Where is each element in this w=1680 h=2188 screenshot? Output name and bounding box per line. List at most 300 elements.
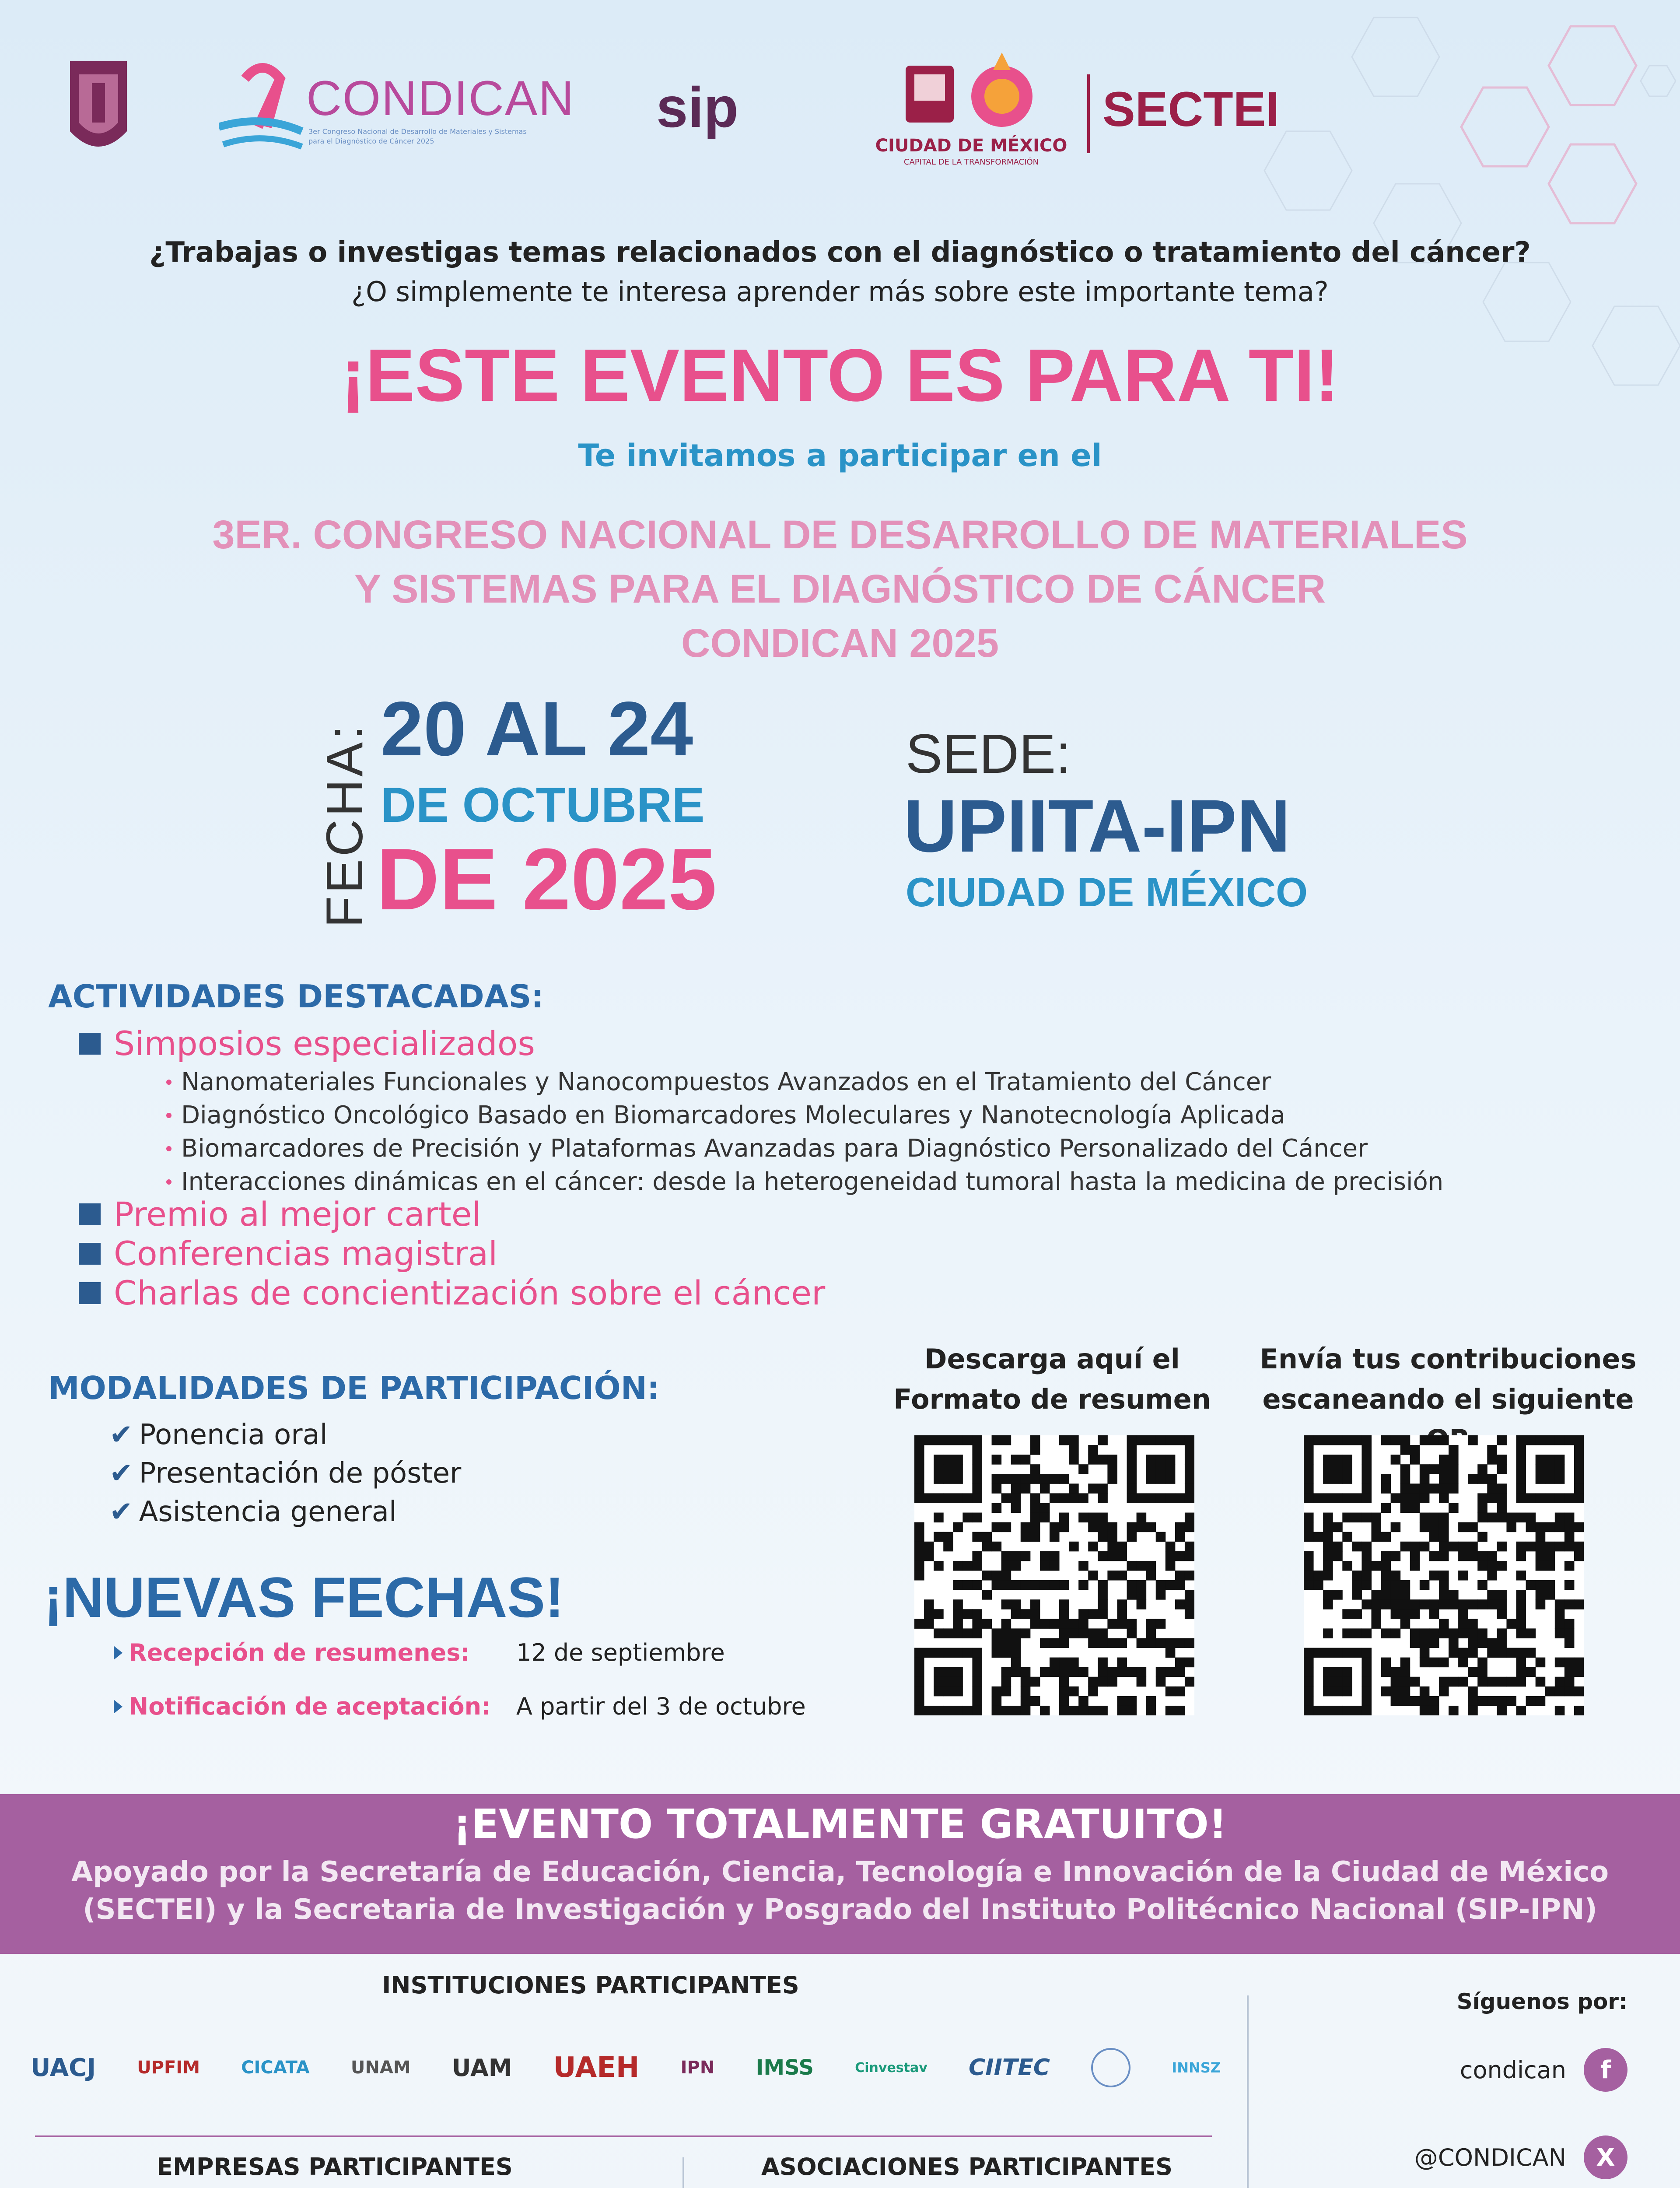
qr-module	[1021, 1522, 1031, 1532]
qr-module	[914, 1464, 924, 1474]
qr-module	[1487, 1483, 1497, 1494]
qr-module	[1526, 1580, 1536, 1590]
innsz-logo: INNSZ	[1172, 2059, 1221, 2076]
qr-module	[972, 1580, 982, 1590]
qr-module	[1001, 1648, 1012, 1658]
qr-module	[1429, 1658, 1439, 1668]
qr-module	[1477, 1503, 1488, 1513]
qr-module	[1497, 1561, 1507, 1571]
qr-module	[924, 1542, 934, 1552]
qr-module	[1030, 1503, 1040, 1513]
qr-left-caption-line-2: Formato de resumen	[893, 1383, 1211, 1415]
qr-module	[1117, 1551, 1127, 1561]
qr-module	[1069, 1542, 1079, 1552]
qr-left-caption	[884, 1339, 1221, 1420]
qr-module	[1526, 1522, 1536, 1532]
qr-module	[914, 1706, 924, 1715]
qr-module	[1516, 1493, 1526, 1503]
qr-module	[1477, 1532, 1488, 1542]
qr-module	[1429, 1628, 1439, 1638]
qr-module	[1040, 1483, 1050, 1494]
qr-module	[1098, 1609, 1108, 1619]
qr-module	[1391, 1696, 1401, 1706]
qr-module	[1156, 1638, 1166, 1648]
qr-module	[1040, 1667, 1050, 1677]
qr-module	[1323, 1667, 1333, 1677]
qr-module	[1391, 1493, 1401, 1503]
qr-module	[1175, 1687, 1185, 1697]
qr-module	[914, 1571, 924, 1581]
new-dates-title: ¡NUEVAS FECHAS!	[44, 1565, 564, 1629]
qr-module	[1555, 1435, 1565, 1445]
qr-module	[1001, 1599, 1012, 1609]
qr-module	[1011, 1455, 1021, 1465]
qr-module	[953, 1522, 963, 1532]
qr-module	[1497, 1464, 1507, 1474]
qr-module	[972, 1474, 982, 1484]
qr-module	[1030, 1619, 1040, 1629]
qr-module	[1564, 1542, 1575, 1552]
qr-module	[1146, 1435, 1156, 1445]
qr-module	[1304, 1445, 1314, 1455]
qr-module	[1333, 1522, 1343, 1532]
triangle-bullet-icon	[114, 1700, 122, 1714]
uam-logo: UAM	[452, 2054, 512, 2082]
qr-module	[972, 1696, 982, 1706]
qr-module	[1497, 1493, 1507, 1503]
qr-module	[982, 1532, 992, 1542]
qr-module	[953, 1667, 963, 1677]
qr-module	[934, 1609, 944, 1619]
qr-module	[1526, 1493, 1536, 1503]
list-item	[109, 1454, 461, 1493]
list-item	[109, 1416, 461, 1454]
qr-module	[1516, 1464, 1526, 1474]
qr-module	[1011, 1658, 1021, 1668]
qr-module	[1323, 1590, 1333, 1600]
header-divider	[1087, 74, 1090, 153]
qr-module	[1371, 1599, 1381, 1609]
qr-module	[1391, 1590, 1401, 1600]
qr-module	[1526, 1667, 1536, 1677]
qr-module	[953, 1687, 963, 1697]
qr-module	[1391, 1522, 1401, 1532]
checkmark-icon: ✔	[109, 1496, 133, 1528]
qr-module	[1400, 1599, 1410, 1609]
deadline-label-wrap	[114, 1639, 516, 1666]
qr-module	[1098, 1532, 1108, 1542]
qr-module	[1166, 1580, 1176, 1590]
social-x[interactable]	[1260, 2135, 1628, 2179]
qr-module	[972, 1483, 982, 1494]
qr-module	[1030, 1513, 1040, 1523]
qr-module	[1574, 1522, 1584, 1532]
qr-module	[972, 1513, 982, 1523]
qr-module	[1166, 1474, 1176, 1484]
qr-module	[1564, 1532, 1575, 1542]
qr-module	[1333, 1648, 1343, 1658]
qr-module	[1439, 1513, 1449, 1523]
x-handle[interactable]: @CONDICAN	[1414, 2143, 1566, 2171]
qr-module	[1098, 1513, 1108, 1523]
qr-module	[1050, 1658, 1060, 1668]
follow-us-title: Síguenos por:	[1456, 1989, 1628, 2014]
qr-module	[1574, 1542, 1584, 1552]
qr-module	[1564, 1522, 1575, 1532]
qr-module	[1516, 1658, 1526, 1668]
qr-module	[992, 1638, 1002, 1648]
qr-module	[982, 1619, 992, 1629]
qr-module	[1313, 1571, 1323, 1581]
qr-module	[1342, 1628, 1352, 1638]
qr-module	[1323, 1648, 1333, 1658]
qr-module	[1362, 1551, 1372, 1561]
qr-module	[1400, 1503, 1410, 1513]
qr-module	[1156, 1474, 1166, 1484]
facebook-handle[interactable]: condican	[1460, 2056, 1566, 2084]
qr-module	[1449, 1677, 1459, 1687]
qr-module	[1564, 1658, 1575, 1668]
qr-module	[1574, 1445, 1584, 1455]
qr-module	[1564, 1619, 1575, 1629]
qr-module	[1536, 1580, 1546, 1590]
qr-module	[972, 1628, 982, 1638]
qr-module	[1098, 1677, 1108, 1687]
qr-module	[1117, 1542, 1127, 1552]
qr-module	[1564, 1599, 1575, 1609]
qr-module	[1429, 1513, 1439, 1523]
qr-module	[1516, 1445, 1526, 1455]
deadline-value: 12 de septiembre	[516, 1639, 725, 1666]
qr-module	[1030, 1522, 1040, 1532]
qr-module	[1059, 1493, 1069, 1503]
qr-module	[943, 1464, 953, 1474]
qr-module	[1185, 1658, 1194, 1668]
qr-module	[1420, 1706, 1430, 1715]
qr-module	[1175, 1551, 1185, 1561]
qr-module	[1449, 1648, 1459, 1658]
qr-module	[1059, 1628, 1069, 1638]
qr-module	[1555, 1522, 1565, 1532]
qr-module	[1059, 1513, 1069, 1523]
qr-module	[1156, 1532, 1166, 1542]
qr-module	[1088, 1687, 1098, 1697]
qr-module	[1564, 1638, 1575, 1648]
qr-module	[992, 1503, 1002, 1513]
qr-module	[1458, 1609, 1468, 1619]
qr-module	[1342, 1687, 1352, 1697]
qr-module	[1536, 1658, 1546, 1668]
qr-module	[1477, 1628, 1488, 1638]
x-icon[interactable]: X	[1584, 2135, 1628, 2179]
qr-module	[1420, 1687, 1430, 1697]
qr-module	[1545, 1687, 1555, 1697]
qr-module	[1185, 1513, 1194, 1523]
qr-module	[1137, 1590, 1147, 1600]
qr-module	[1391, 1687, 1401, 1697]
qr-module	[1021, 1667, 1031, 1677]
triangle-bullet-icon	[114, 1646, 122, 1660]
qr-module	[914, 1474, 924, 1484]
qr-module	[1362, 1580, 1372, 1590]
qr-module	[1175, 1435, 1185, 1445]
qr-module	[962, 1513, 973, 1523]
qr-module	[943, 1435, 953, 1445]
qr-module	[1069, 1628, 1079, 1638]
qr-module	[1400, 1677, 1410, 1687]
qr-module	[1175, 1522, 1185, 1532]
qr-module	[1117, 1619, 1127, 1629]
qr-module	[914, 1687, 924, 1697]
qr-module	[1059, 1609, 1069, 1619]
qr-module	[1185, 1638, 1194, 1648]
qr-module	[1011, 1493, 1021, 1503]
qr-module	[1497, 1599, 1507, 1609]
qr-module	[1381, 1658, 1391, 1668]
qr-module	[1506, 1522, 1516, 1532]
free-event-support	[0, 1853, 1680, 1929]
qr-module	[1001, 1561, 1012, 1571]
deadline-label-wrap	[114, 1693, 516, 1720]
qr-module	[1536, 1542, 1546, 1552]
qr-module	[992, 1628, 1002, 1638]
qr-module	[1536, 1435, 1546, 1445]
qr-module	[1352, 1493, 1362, 1503]
qr-module	[1536, 1696, 1546, 1706]
qr-module	[992, 1474, 1002, 1484]
qr-module	[953, 1474, 963, 1484]
qr-module	[1166, 1638, 1176, 1648]
modalities-title: MODALIDADES DE PARTICIPACIÓN:	[48, 1370, 660, 1406]
social-divider	[1247, 1995, 1249, 2188]
qr-module	[992, 1706, 1002, 1715]
qr-module	[1536, 1551, 1546, 1561]
qr-module	[1449, 1464, 1459, 1474]
qr-module	[1574, 1493, 1584, 1503]
qr-module	[1304, 1483, 1314, 1494]
qr-module	[1574, 1658, 1584, 1668]
qr-module	[1545, 1464, 1555, 1474]
qr-module	[1098, 1599, 1108, 1609]
qr-module	[1342, 1532, 1352, 1542]
qr-module	[1069, 1435, 1079, 1445]
qr-module	[1021, 1532, 1031, 1542]
qr-module	[1333, 1687, 1343, 1697]
qr-module	[1011, 1561, 1021, 1571]
qr-module	[924, 1599, 934, 1609]
qr-module	[934, 1687, 944, 1697]
qr-module	[1420, 1696, 1430, 1706]
qr-module	[1001, 1706, 1012, 1715]
qr-module	[1011, 1599, 1021, 1609]
qr-module	[1078, 1696, 1088, 1706]
qr-module	[1107, 1571, 1117, 1581]
qr-module	[1410, 1677, 1420, 1687]
qr-module	[1477, 1638, 1488, 1648]
qr-module	[1078, 1706, 1088, 1715]
qr-module	[1078, 1619, 1088, 1629]
qr-module	[1468, 1522, 1478, 1532]
qr-module	[1030, 1445, 1040, 1455]
social-facebook[interactable]	[1260, 2048, 1628, 2092]
qr-module	[1030, 1696, 1040, 1706]
qr-module	[1304, 1677, 1314, 1687]
qr-module	[943, 1532, 953, 1542]
qr-module	[1021, 1474, 1031, 1484]
qr-module	[1185, 1551, 1194, 1561]
qr-module	[1304, 1580, 1314, 1590]
qr-module	[1175, 1599, 1185, 1609]
qr-module	[972, 1464, 982, 1474]
qr-module	[1011, 1474, 1021, 1484]
qr-module	[1166, 1464, 1176, 1474]
qr-module	[1439, 1435, 1449, 1445]
qr-module	[1429, 1532, 1439, 1542]
qr-module	[1166, 1667, 1176, 1677]
qr-module	[972, 1445, 982, 1455]
deadline-label: Notificación de aceptación:	[129, 1693, 491, 1720]
qr-module	[924, 1619, 934, 1629]
qr-module	[972, 1493, 982, 1503]
qr-module	[1439, 1532, 1449, 1542]
qr-module	[1420, 1435, 1430, 1445]
qr-module	[1439, 1464, 1449, 1474]
qr-module	[1098, 1455, 1108, 1465]
qr-module	[1362, 1435, 1372, 1445]
qr-module	[1362, 1677, 1372, 1687]
qr-module	[992, 1571, 1002, 1581]
activity-label: Simposios especializados	[114, 1024, 535, 1063]
qr-module	[1011, 1667, 1021, 1677]
qr-module	[1069, 1687, 1079, 1697]
qr-module	[1371, 1609, 1381, 1619]
qr-module	[1536, 1493, 1546, 1503]
qr-module	[1381, 1599, 1391, 1609]
qr-module	[1352, 1571, 1362, 1581]
qr-module	[1400, 1493, 1410, 1503]
qr-module	[953, 1561, 963, 1571]
qr-module	[1050, 1551, 1060, 1561]
qr-module	[1420, 1483, 1430, 1494]
qr-module	[953, 1609, 963, 1619]
submission-qr-code[interactable]	[1304, 1435, 1584, 1715]
qr-module	[1333, 1677, 1343, 1687]
qr-module	[1059, 1638, 1069, 1648]
congress-title-line-3: CONDICAN 2025	[681, 621, 999, 666]
qr-module	[1107, 1619, 1117, 1629]
cdmx-emblem-icon	[901, 53, 1041, 136]
qr-module	[1516, 1483, 1526, 1494]
qr-module	[1371, 1561, 1381, 1571]
qr-module	[1400, 1580, 1410, 1590]
qr-module	[1127, 1706, 1137, 1715]
qr-module	[1362, 1483, 1372, 1494]
qr-module	[1555, 1687, 1565, 1697]
qr-module	[1410, 1542, 1420, 1552]
activity-label: Charlas de concientización sobre el cáncer	[114, 1273, 826, 1312]
square-bullet-icon	[79, 1243, 101, 1265]
qr-module	[1400, 1464, 1410, 1474]
qr-module	[1021, 1696, 1031, 1706]
qr-module	[1127, 1619, 1137, 1629]
qr-module	[1487, 1445, 1497, 1455]
condican-subtitle: 3er Congreso Nacional de Desarrollo de Materiales y Sistemas para el Diagnóstico de Cáncer 2025	[308, 127, 527, 145]
qr-module	[1400, 1619, 1410, 1629]
qr-module	[1030, 1464, 1040, 1474]
qr-module	[962, 1561, 973, 1571]
qr-module	[1030, 1474, 1040, 1484]
qr-module	[1477, 1696, 1488, 1706]
qr-module	[1146, 1628, 1156, 1638]
qr-module	[972, 1667, 982, 1677]
qr-module	[1477, 1493, 1488, 1503]
companies-divider	[682, 2157, 684, 2188]
qr-module	[934, 1464, 944, 1474]
qr-module	[1497, 1455, 1507, 1465]
square-bullet-icon	[79, 1203, 101, 1225]
qr-module	[1304, 1464, 1314, 1474]
qr-module	[934, 1474, 944, 1484]
activity-item	[114, 1195, 481, 1234]
qr-module	[1449, 1483, 1459, 1494]
qr-module	[1059, 1667, 1069, 1677]
qr-module	[1516, 1706, 1526, 1715]
qr-module	[972, 1532, 982, 1542]
activity-label: Conferencias magistral	[114, 1234, 498, 1273]
qr-module	[1127, 1561, 1137, 1571]
qr-module	[1088, 1522, 1098, 1532]
qr-module	[1410, 1638, 1420, 1648]
qr-module	[1410, 1503, 1420, 1513]
qr-module	[1468, 1696, 1478, 1706]
qr-module	[1098, 1435, 1108, 1445]
qr-module	[1166, 1648, 1176, 1658]
qr-module	[1059, 1696, 1069, 1706]
activity-label: Premio al mejor cartel	[114, 1195, 481, 1234]
qr-module	[1400, 1445, 1410, 1455]
qr-module	[962, 1493, 973, 1503]
qr-module	[1166, 1687, 1176, 1697]
qr-module	[943, 1648, 953, 1658]
qr-module	[1040, 1503, 1050, 1513]
qr-module	[1439, 1658, 1449, 1668]
abstract-form-qr-code[interactable]	[914, 1435, 1194, 1715]
qr-module	[1410, 1599, 1420, 1609]
qr-module	[992, 1483, 1002, 1494]
congress-title-line-1: 3ER. CONGRESO NACIONAL DE DESARROLLO DE MATERIALES	[212, 512, 1468, 557]
qr-module	[1468, 1687, 1478, 1697]
qr-module	[914, 1677, 924, 1687]
qr-module	[1564, 1513, 1575, 1523]
qr-module	[1439, 1590, 1449, 1600]
qr-module	[1574, 1474, 1584, 1484]
qr-module	[1574, 1706, 1584, 1715]
dot-bullet-icon	[166, 1113, 172, 1118]
qr-module	[943, 1667, 953, 1677]
facebook-icon[interactable]: f	[1584, 2048, 1628, 2092]
qr-module	[1323, 1542, 1333, 1552]
qr-module	[1001, 1571, 1012, 1581]
qr-module	[1420, 1522, 1430, 1532]
qr-module	[1304, 1696, 1314, 1706]
qr-module	[1001, 1435, 1012, 1445]
qr-module	[1362, 1571, 1372, 1581]
qr-module	[1420, 1493, 1430, 1503]
qr-module	[914, 1648, 924, 1658]
qr-module	[1050, 1619, 1060, 1629]
qr-module	[1458, 1599, 1468, 1609]
dot-bullet-icon	[166, 1146, 172, 1151]
